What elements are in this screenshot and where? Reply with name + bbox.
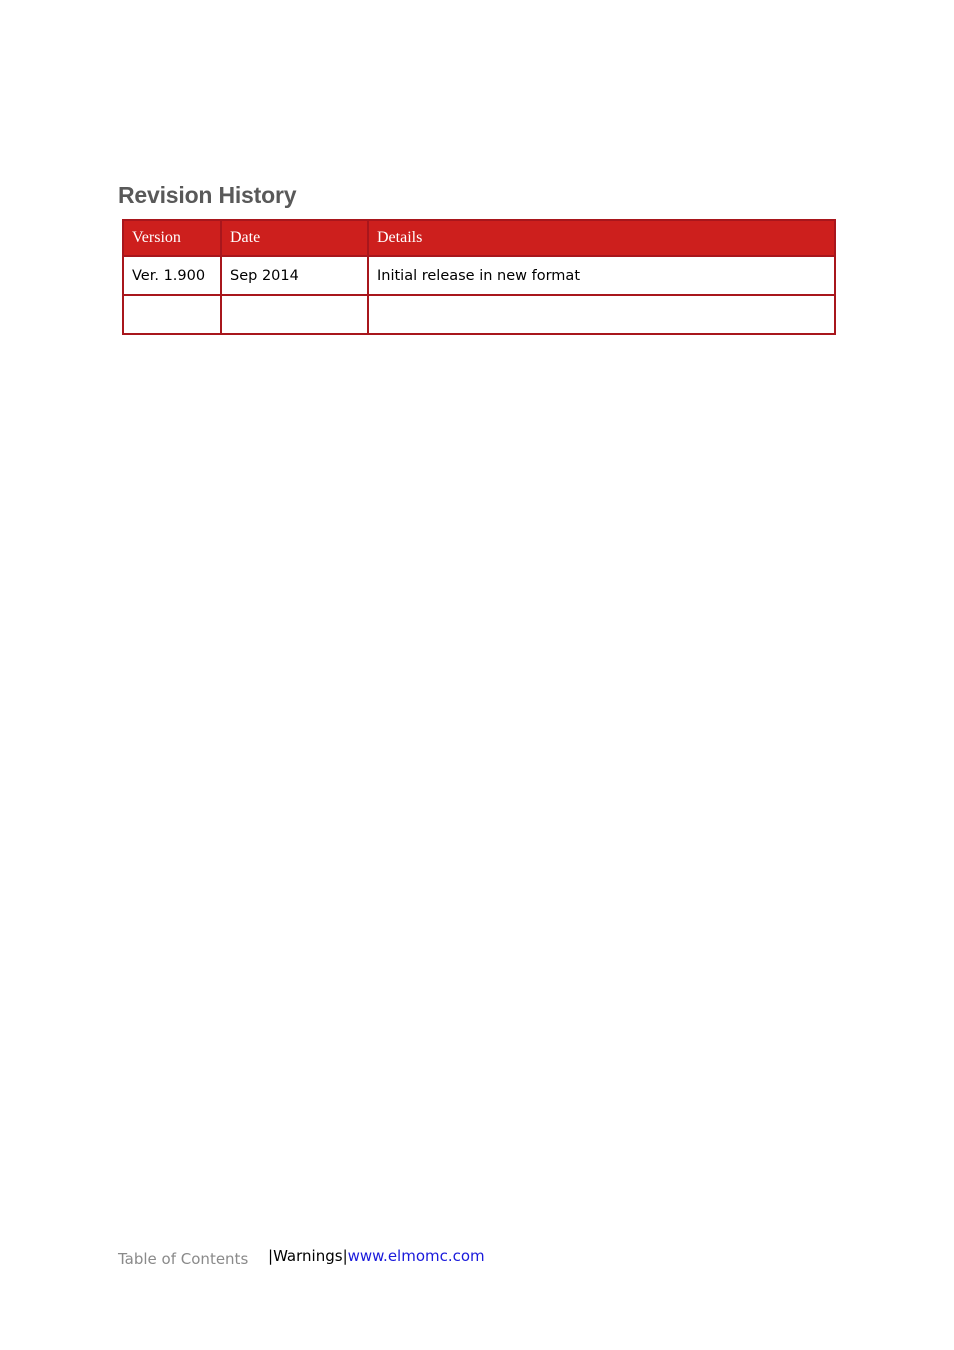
- cell-details: [368, 295, 835, 334]
- page-title: Revision History: [118, 182, 297, 208]
- cell-version: [123, 295, 221, 334]
- column-header-details: Details: [368, 220, 835, 256]
- table-row: [123, 295, 835, 334]
- page-footer: [118, 1246, 878, 1270]
- cell-date: Sep 2014: [221, 256, 368, 295]
- cell-date: [221, 295, 368, 334]
- footer-chapter-name: Warnings: [273, 1247, 343, 1265]
- footer-separator: |: [342, 1247, 348, 1265]
- table-header-row: [123, 220, 835, 256]
- column-header-version: Version: [123, 220, 221, 256]
- cell-version: Ver. 1.900: [123, 256, 221, 295]
- footer-toc-link[interactable]: Table of Contents: [118, 1250, 249, 1268]
- column-header-date: Date: [221, 220, 368, 256]
- footer-separator: |: [268, 1247, 274, 1265]
- footer-website-link[interactable]: www.elmomc.com: [347, 1247, 485, 1265]
- revision-history-table: [122, 219, 836, 335]
- footer-chapter: [268, 1247, 485, 1265]
- cell-details: Initial release in new format: [368, 256, 835, 295]
- table-row: [123, 256, 835, 295]
